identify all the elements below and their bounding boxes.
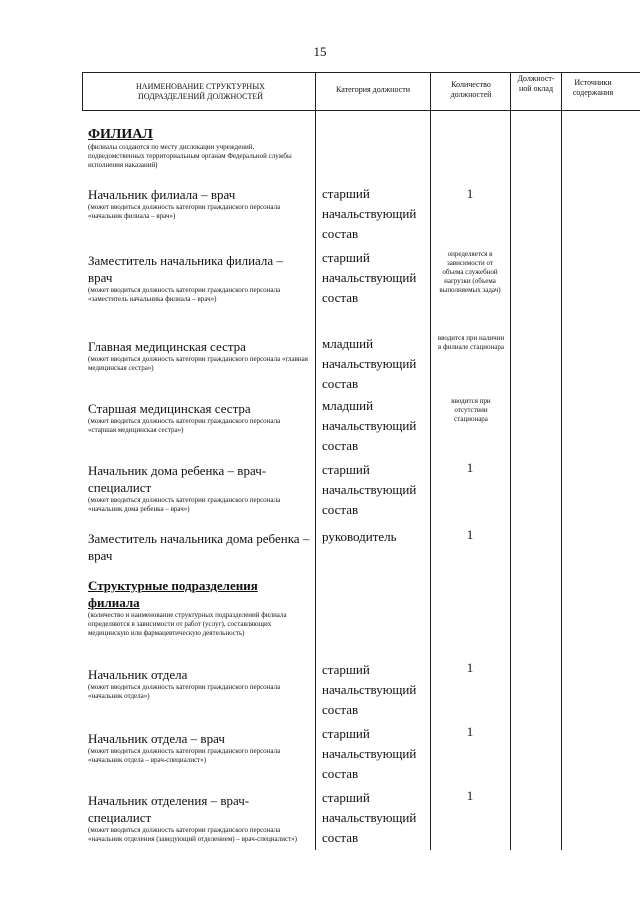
column-divider-4 bbox=[510, 72, 511, 850]
position-note: (может вводиться должность категории гражданского персонала «главная медицинская сестра») bbox=[88, 355, 308, 372]
header-funding-sources: Источники содержания bbox=[572, 78, 614, 97]
position-name: Старшая медицинская сестра bbox=[88, 401, 251, 416]
table-header-border bbox=[82, 110, 640, 111]
position-name: Начальник отдела bbox=[88, 667, 188, 682]
position-note: (может вводиться должность категории гражданского персонала «старшая медицинская сестра») bbox=[88, 417, 281, 434]
column-divider-1 bbox=[82, 72, 83, 110]
header-category: Категория должности bbox=[336, 85, 410, 94]
position-quantity: 1 bbox=[466, 186, 474, 201]
section-note: (филиалы создаются по месту дислокации учреждений, подведомственных территориальным органам Федеральной службы исполнения наказаний) bbox=[88, 143, 292, 169]
position-category: руководитель bbox=[322, 529, 397, 544]
page-number: 15 bbox=[313, 44, 327, 59]
position-quantity: вводится при отсутствии стационара bbox=[451, 397, 491, 423]
position-name-cell bbox=[88, 730, 310, 765]
column-divider-2 bbox=[315, 72, 316, 850]
position-name: Начальник дома ребенка – врач-специалист bbox=[88, 463, 267, 495]
position-note: (может вводиться должность категории гражданского персонала «начальник отдела») bbox=[88, 683, 281, 700]
position-category: младший начальствующий состав bbox=[322, 398, 417, 453]
position-name: Начальник филиала – врач bbox=[88, 187, 236, 202]
position-name: Начальник отделения – врач-специалист bbox=[88, 793, 250, 825]
position-quantity: 1 bbox=[466, 460, 474, 475]
section-note: (количество и наименование структурных подразделений филиала определяются в зависимости от работ (услуг), составляющих медицинскую или фармацевтическую деятельность) bbox=[88, 611, 287, 637]
position-category: младший начальствующий состав bbox=[322, 336, 417, 391]
position-name-cell bbox=[88, 338, 310, 373]
position-name-cell bbox=[88, 400, 310, 435]
position-note: (может вводиться должность категории гражданского персонала «начальник дома ребенка – врач») bbox=[88, 496, 281, 513]
position-name-cell bbox=[88, 462, 310, 514]
position-name-cell bbox=[88, 666, 310, 701]
position-category: старший начальствующий состав bbox=[322, 726, 417, 781]
column-divider-3 bbox=[430, 72, 431, 850]
position-quantity: определяется в зависимости от объема служебной нагрузки (объема выполняемых задач) bbox=[439, 250, 501, 294]
position-category: старший начальствующий состав bbox=[322, 462, 417, 517]
position-name-cell bbox=[88, 186, 310, 221]
position-quantity: 1 bbox=[466, 724, 474, 739]
column-divider-5 bbox=[561, 72, 562, 850]
position-category: старший начальствующий состав bbox=[322, 790, 417, 845]
position-note: (может вводиться должность категории гражданского персонала «начальник филиала – врач») bbox=[88, 203, 281, 220]
section-structural-units bbox=[88, 577, 310, 638]
section-title: ФИЛИАЛ bbox=[88, 127, 153, 142]
position-name: Заместитель начальника филиала – врач bbox=[88, 253, 283, 285]
position-name: Заместитель начальника дома ребенка – врач bbox=[88, 531, 310, 563]
position-name-cell bbox=[88, 530, 310, 564]
position-quantity: 1 bbox=[466, 788, 474, 803]
position-quantity: 1 bbox=[466, 660, 474, 675]
position-quantity: 1 bbox=[466, 527, 474, 542]
position-category: старший начальствующий состав bbox=[322, 250, 417, 305]
position-note: (может вводиться должность категории гражданского персонала «заместитель начальника филиала – врач») bbox=[88, 286, 281, 303]
header-quantity: Количество должностей bbox=[450, 80, 492, 99]
position-note: (может вводиться должность категории гражданского персонала «начальник отделения (заведующий отделением) – врач-специалист») bbox=[88, 826, 297, 843]
header-salary: Должност-ной оклад bbox=[517, 74, 555, 93]
position-category: старший начальствующий состав bbox=[322, 662, 417, 717]
section-title: Структурные подразделения филиала bbox=[88, 578, 258, 610]
position-name-cell bbox=[88, 792, 310, 844]
position-name-cell bbox=[88, 252, 310, 304]
header-structural-units: НАИМЕНОВАНИЕ СТРУКТУРНЫХ ПОДРАЗДЕЛЕНИЙ ДОЛЖНОСТЕЙ bbox=[136, 82, 265, 101]
position-name: Главная медицинская сестра bbox=[88, 339, 246, 354]
position-name: Начальник отдела – врач bbox=[88, 731, 225, 746]
table-top-border bbox=[82, 72, 640, 73]
section-branch bbox=[88, 126, 310, 170]
position-quantity: вводится при наличии в филиале стационара bbox=[437, 334, 505, 351]
position-category: старший начальствующий состав bbox=[322, 186, 417, 241]
position-note: (может вводиться должность категории гражданского персонала «начальник отдела – врач-специалист») bbox=[88, 747, 281, 764]
